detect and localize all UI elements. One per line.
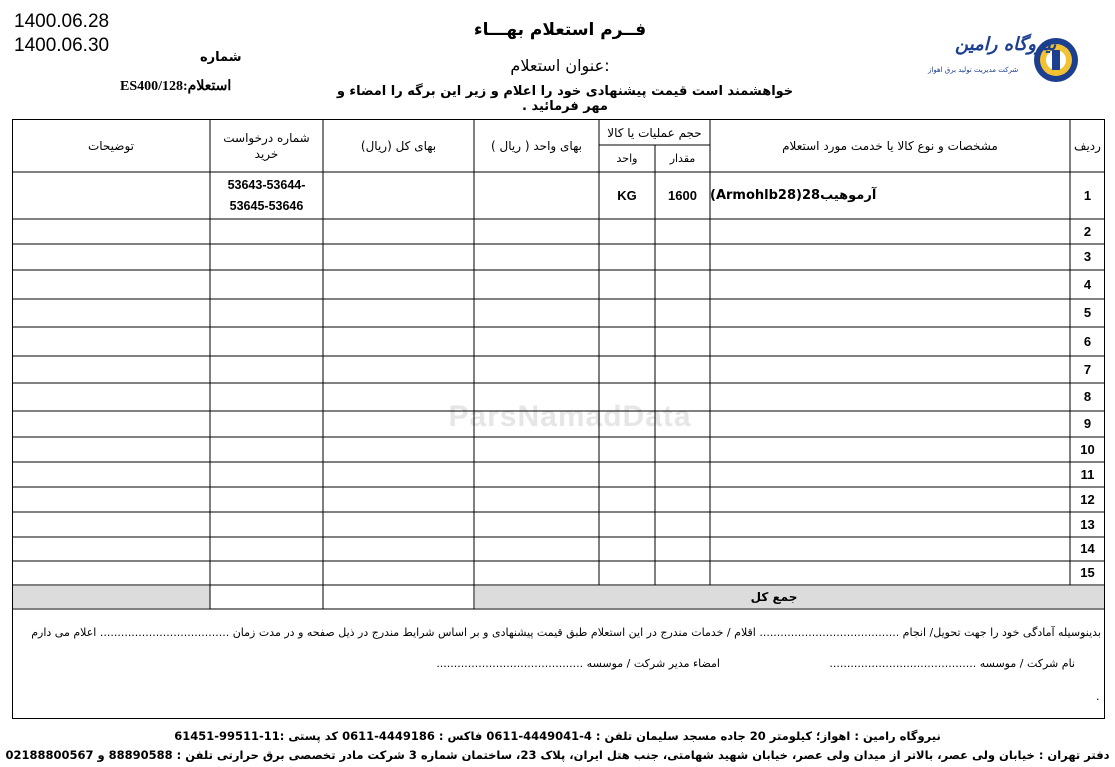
header-volume: حجم عملیات یا کالا	[607, 125, 702, 140]
date-1: 1400.06.28	[14, 11, 110, 32]
row-number: 7	[1083, 361, 1092, 377]
row-number: 11	[1080, 466, 1095, 482]
row-number: 14	[1080, 541, 1095, 556]
row-number: 6	[1083, 333, 1092, 349]
form-title: فــرم استعلام بهـــاء	[473, 20, 647, 40]
purchase-request-line-2: 53645-53646	[229, 199, 304, 213]
row-number: 4	[1083, 276, 1092, 292]
notes-dot: .	[1096, 690, 1100, 703]
header-purchase-request: شماره درخواست خرید	[223, 131, 310, 161]
watermark-text: ParsNamadData	[448, 400, 692, 433]
subject-label: عنوان استعلام:	[510, 56, 610, 75]
request-text: خواهشمند است قیمت پیشنهادی خود را اعلام و زیر این برگه را امضاء و مهر فرمائید .	[336, 84, 794, 114]
header-total-price: بهای کل (ریال)	[360, 139, 437, 153]
footer-address-ahvaz: نیروگاه رامین : اهواز؛ کیلومتر 20 جاده مسجد سلیمان تلفن : 4-4449041-0611 فاکس : 4449186-0611 کد پستی :11-99511-61451	[174, 729, 941, 743]
date-2: 1400.06.30	[14, 35, 110, 56]
logo-subtitle: شرکت مدیریت تولید برق اهواز	[928, 66, 1019, 74]
header-unit-price: بهای واحد ( ریال )	[491, 139, 582, 153]
inquiry-number: استعلام:ES400/128	[120, 79, 232, 94]
number-label: شماره	[200, 50, 242, 65]
row-1-purchase-request	[210, 173, 323, 219]
dates	[14, 10, 109, 58]
row-number: 9	[1083, 416, 1092, 431]
row-number: 12	[1080, 491, 1095, 507]
logo-name: نیروگاه رامین	[955, 34, 1057, 55]
row-number: 1	[1083, 188, 1092, 203]
row-1-unit: KG	[617, 188, 637, 203]
header-spec: مشخصات و نوع کالا یا خدمت مورد استعلام	[782, 139, 998, 153]
header-description: توضیحات	[87, 139, 135, 153]
row-number: 8	[1083, 389, 1092, 404]
row-number: 2	[1083, 223, 1092, 239]
declaration-text: بدینوسیله آمادگی خود را جهت تحویل/ انجام ........................................ اقلام / خدمات مندرج در این استعلام طبق قیمت پیشنهادی و بر اساس شرایط مندرج در ذیل صفحه و در مدت زمان ..................................... اعلام می دارم	[31, 626, 1101, 639]
company-name-line: نام شرکت / موسسه ..........................................	[829, 657, 1075, 670]
total-label: جمع كل	[750, 590, 798, 604]
header-unit: واحد	[616, 151, 638, 165]
row-number: 5	[1083, 305, 1092, 320]
row-number: 3	[1083, 249, 1092, 264]
header-row: ردیف	[1074, 139, 1101, 153]
row-number: 10	[1080, 441, 1095, 457]
row-1-spec: آرموهیب28(Armohlb28)	[710, 188, 877, 203]
header-quantity: مقدار	[669, 151, 696, 165]
signature-line: امضاء مدیر شرکت / موسسه ..........................................	[436, 657, 720, 670]
purchase-request-line-1: 53643-53644-	[227, 178, 306, 192]
row-number: 15	[1080, 565, 1095, 580]
row-number: 13	[1080, 516, 1095, 532]
footer-address-tehran: دفتر تهران : خیابان ولی عصر، بالاتر از میدان ولی عصر، خیابان شهید شهامتی، جنب هتل ایران، پلاک 23، ساختمان شماره 3 شرکت مادر تخصصی برق حرارتی تلفن : 88890588 و 02188800567	[5, 748, 1110, 762]
row-1-quantity: 1600	[668, 188, 697, 203]
